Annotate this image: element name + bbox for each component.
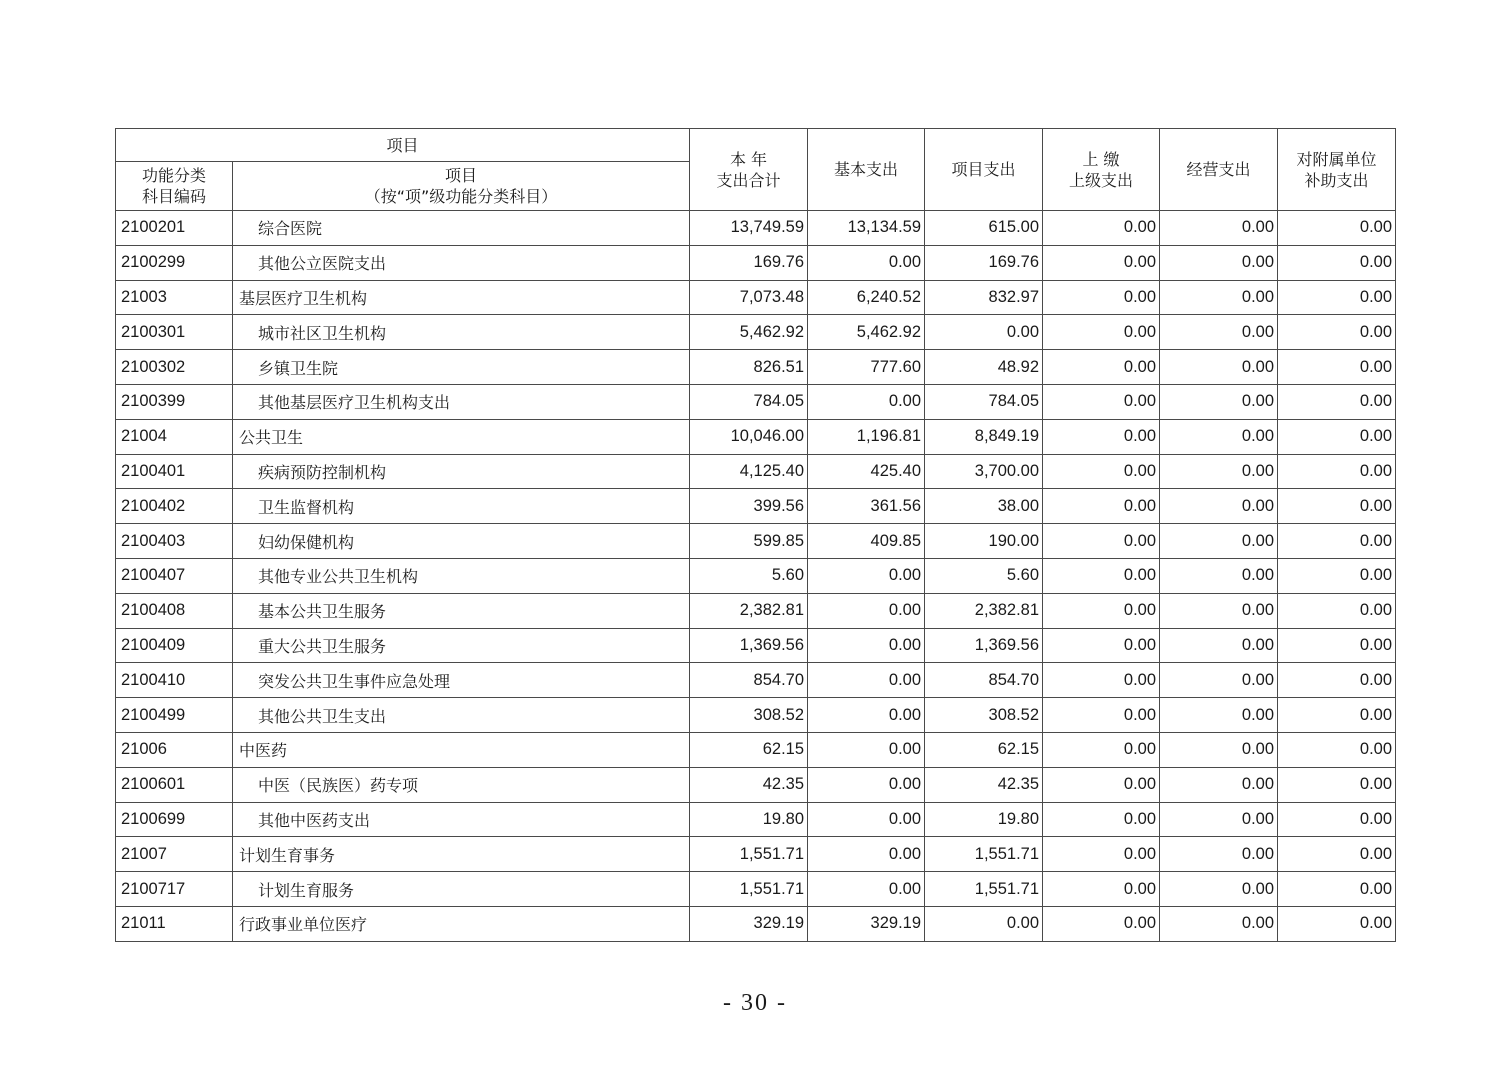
cell-total: 19.80: [690, 802, 808, 837]
cell-name: 基层医疗卫生机构: [233, 280, 690, 315]
cell-name: 其他基层医疗卫生机构支出: [233, 384, 690, 419]
cell-business: 0.00: [1160, 211, 1278, 246]
cell-basic: 13,134.59: [808, 211, 925, 246]
cell-basic: 329.19: [808, 906, 925, 941]
table-row: [116, 732, 1396, 767]
cell-total: 5,462.92: [690, 315, 808, 350]
cell-code: 2100401: [116, 454, 233, 489]
cell-subsidy: 0.00: [1278, 384, 1396, 419]
cell-project: 19.80: [925, 802, 1043, 837]
table-row: [116, 315, 1396, 350]
cell-subsidy: 0.00: [1278, 663, 1396, 698]
budget-expenditure-table: [115, 128, 1396, 942]
cell-remit: 0.00: [1043, 837, 1160, 872]
cell-subsidy: 0.00: [1278, 767, 1396, 802]
cell-code: 2100408: [116, 593, 233, 628]
cell-name: 其他公立医院支出: [233, 245, 690, 280]
cell-basic: 0.00: [808, 698, 925, 733]
cell-remit: 0.00: [1043, 593, 1160, 628]
cell-basic: 0.00: [808, 872, 925, 907]
cell-subsidy: 0.00: [1278, 211, 1396, 246]
cell-total: 62.15: [690, 732, 808, 767]
cell-remit: 0.00: [1043, 454, 1160, 489]
cell-total: 784.05: [690, 384, 808, 419]
cell-code: 21011: [116, 906, 233, 941]
cell-business: 0.00: [1160, 558, 1278, 593]
cell-code: 2100717: [116, 872, 233, 907]
cell-name: 突发公共卫生事件应急处理: [233, 663, 690, 698]
cell-total: 13,749.59: [690, 211, 808, 246]
table-row: [116, 767, 1396, 802]
cell-business: 0.00: [1160, 732, 1278, 767]
cell-total: 169.76: [690, 245, 808, 280]
cell-subsidy: 0.00: [1278, 837, 1396, 872]
cell-business: 0.00: [1160, 906, 1278, 941]
cell-remit: 0.00: [1043, 245, 1160, 280]
cell-remit: 0.00: [1043, 489, 1160, 524]
cell-basic: 6,240.52: [808, 280, 925, 315]
cell-business: 0.00: [1160, 593, 1278, 628]
cell-remit: 0.00: [1043, 280, 1160, 315]
cell-remit: 0.00: [1043, 524, 1160, 559]
cell-basic: 0.00: [808, 245, 925, 280]
cell-subsidy: 0.00: [1278, 350, 1396, 385]
cell-business: 0.00: [1160, 663, 1278, 698]
table-row: [116, 211, 1396, 246]
cell-subsidy: 0.00: [1278, 802, 1396, 837]
cell-code: 21003: [116, 280, 233, 315]
cell-remit: 0.00: [1043, 663, 1160, 698]
cell-remit: 0.00: [1043, 211, 1160, 246]
cell-remit: 0.00: [1043, 767, 1160, 802]
cell-code: 2100407: [116, 558, 233, 593]
cell-basic: 361.56: [808, 489, 925, 524]
table-row: [116, 698, 1396, 733]
header-project-group: 项目: [116, 129, 690, 162]
cell-code: 2100301: [116, 315, 233, 350]
header-remit-line1: 上 缴: [1082, 149, 1120, 169]
header-remit: [1043, 129, 1160, 211]
header-basic: 基本支出: [808, 129, 925, 211]
cell-basic: 1,196.81: [808, 419, 925, 454]
cell-subsidy: 0.00: [1278, 698, 1396, 733]
cell-remit: 0.00: [1043, 628, 1160, 663]
table-body: [116, 211, 1396, 942]
cell-business: 0.00: [1160, 524, 1278, 559]
cell-project: 3,700.00: [925, 454, 1043, 489]
cell-basic: 0.00: [808, 663, 925, 698]
table-row: [116, 419, 1396, 454]
table-row: [116, 802, 1396, 837]
header-total-line1: 本 年: [729, 149, 768, 169]
cell-code: 21004: [116, 419, 233, 454]
header-project: 项目支出: [925, 129, 1043, 211]
cell-project: 1,551.71: [925, 837, 1043, 872]
cell-subsidy: 0.00: [1278, 489, 1396, 524]
cell-remit: 0.00: [1043, 315, 1160, 350]
cell-total: 1,551.71: [690, 872, 808, 907]
cell-total: 5.60: [690, 558, 808, 593]
cell-business: 0.00: [1160, 454, 1278, 489]
cell-business: 0.00: [1160, 315, 1278, 350]
header-business: 经营支出: [1160, 129, 1278, 211]
cell-project: 5.60: [925, 558, 1043, 593]
cell-name: 乡镇卫生院: [233, 350, 690, 385]
cell-code: 2100299: [116, 245, 233, 280]
table-row: [116, 489, 1396, 524]
table-row: [116, 628, 1396, 663]
cell-subsidy: 0.00: [1278, 245, 1396, 280]
cell-basic: 409.85: [808, 524, 925, 559]
cell-project: 62.15: [925, 732, 1043, 767]
cell-total: 308.52: [690, 698, 808, 733]
header-subsidy: [1278, 129, 1396, 211]
cell-name: 公共卫生: [233, 419, 690, 454]
cell-name: 重大公共卫生服务: [233, 628, 690, 663]
header-name: [233, 162, 690, 211]
cell-basic: 0.00: [808, 802, 925, 837]
table-row: [116, 245, 1396, 280]
cell-business: 0.00: [1160, 628, 1278, 663]
cell-total: 10,046.00: [690, 419, 808, 454]
cell-project: 48.92: [925, 350, 1043, 385]
cell-code: 21006: [116, 732, 233, 767]
cell-total: 1,369.56: [690, 628, 808, 663]
cell-subsidy: 0.00: [1278, 280, 1396, 315]
cell-remit: 0.00: [1043, 384, 1160, 419]
header-remit-line2: 上级支出: [1069, 170, 1134, 190]
cell-name: 中医药: [233, 732, 690, 767]
table-row: [116, 837, 1396, 872]
cell-total: 854.70: [690, 663, 808, 698]
table-row: [116, 524, 1396, 559]
cell-code: 2100499: [116, 698, 233, 733]
cell-business: 0.00: [1160, 767, 1278, 802]
cell-total: 4,125.40: [690, 454, 808, 489]
cell-total: 2,382.81: [690, 593, 808, 628]
cell-project: 169.76: [925, 245, 1043, 280]
cell-project: 0.00: [925, 906, 1043, 941]
cell-name: 城市社区卫生机构: [233, 315, 690, 350]
cell-remit: 0.00: [1043, 419, 1160, 454]
cell-total: 599.85: [690, 524, 808, 559]
cell-business: 0.00: [1160, 384, 1278, 419]
cell-project: 1,369.56: [925, 628, 1043, 663]
cell-subsidy: 0.00: [1278, 906, 1396, 941]
cell-total: 399.56: [690, 489, 808, 524]
cell-business: 0.00: [1160, 698, 1278, 733]
cell-name: 妇幼保健机构: [233, 524, 690, 559]
cell-project: 308.52: [925, 698, 1043, 733]
cell-total: 1,551.71: [690, 837, 808, 872]
cell-basic: 425.40: [808, 454, 925, 489]
cell-business: 0.00: [1160, 489, 1278, 524]
cell-remit: 0.00: [1043, 732, 1160, 767]
cell-name: 其他专业公共卫生机构: [233, 558, 690, 593]
cell-subsidy: 0.00: [1278, 524, 1396, 559]
cell-business: 0.00: [1160, 350, 1278, 385]
cell-remit: 0.00: [1043, 350, 1160, 385]
cell-code: 2100402: [116, 489, 233, 524]
cell-basic: 0.00: [808, 593, 925, 628]
cell-remit: 0.00: [1043, 698, 1160, 733]
page-number: - 30 -: [723, 990, 787, 1016]
cell-name: 综合医院: [233, 211, 690, 246]
cell-total: 329.19: [690, 906, 808, 941]
cell-code: 2100409: [116, 628, 233, 663]
table-row: [116, 384, 1396, 419]
header-name-line2: （按“项”级功能分类科目）: [364, 187, 558, 206]
cell-remit: 0.00: [1043, 906, 1160, 941]
cell-basic: 0.00: [808, 732, 925, 767]
table-row: [116, 906, 1396, 941]
cell-basic: 0.00: [808, 837, 925, 872]
cell-subsidy: 0.00: [1278, 558, 1396, 593]
cell-business: 0.00: [1160, 872, 1278, 907]
cell-subsidy: 0.00: [1278, 872, 1396, 907]
cell-basic: 0.00: [808, 767, 925, 802]
cell-remit: 0.00: [1043, 558, 1160, 593]
cell-business: 0.00: [1160, 419, 1278, 454]
cell-remit: 0.00: [1043, 802, 1160, 837]
cell-name: 其他中医药支出: [233, 802, 690, 837]
cell-name: 计划生育服务: [233, 872, 690, 907]
cell-remit: 0.00: [1043, 872, 1160, 907]
header-subsidy-line2: 补助支出: [1304, 170, 1369, 190]
cell-code: 2100403: [116, 524, 233, 559]
cell-code: 21007: [116, 837, 233, 872]
cell-total: 7,073.48: [690, 280, 808, 315]
cell-name: 中医（民族医）药专项: [233, 767, 690, 802]
cell-code: 2100302: [116, 350, 233, 385]
cell-basic: 0.00: [808, 384, 925, 419]
cell-project: 832.97: [925, 280, 1043, 315]
table-row: [116, 558, 1396, 593]
cell-code: 2100201: [116, 211, 233, 246]
cell-basic: 5,462.92: [808, 315, 925, 350]
cell-project: 0.00: [925, 315, 1043, 350]
table-row: [116, 280, 1396, 315]
table-row: [116, 350, 1396, 385]
cell-name: 行政事业单位医疗: [233, 906, 690, 941]
cell-name: 计划生育事务: [233, 837, 690, 872]
cell-project: 1,551.71: [925, 872, 1043, 907]
cell-subsidy: 0.00: [1278, 593, 1396, 628]
cell-total: 42.35: [690, 767, 808, 802]
cell-subsidy: 0.00: [1278, 419, 1396, 454]
cell-basic: 777.60: [808, 350, 925, 385]
header-total-line2: 支出合计: [716, 170, 781, 190]
cell-project: 42.35: [925, 767, 1043, 802]
header-subsidy-line1: 对附属单位: [1296, 149, 1377, 169]
cell-basic: 0.00: [808, 628, 925, 663]
cell-business: 0.00: [1160, 245, 1278, 280]
cell-project: 2,382.81: [925, 593, 1043, 628]
cell-project: 8,849.19: [925, 419, 1043, 454]
header-code-line1: 功能分类: [141, 166, 206, 185]
cell-subsidy: 0.00: [1278, 454, 1396, 489]
cell-basic: 0.00: [808, 558, 925, 593]
cell-business: 0.00: [1160, 802, 1278, 837]
cell-name: 卫生监督机构: [233, 489, 690, 524]
header-total: [690, 129, 808, 211]
cell-project: 784.05: [925, 384, 1043, 419]
cell-code: 2100399: [116, 384, 233, 419]
cell-name: 疾病预防控制机构: [233, 454, 690, 489]
header-code-line2: 科目编码: [141, 187, 206, 206]
table-row: [116, 663, 1396, 698]
cell-project: 190.00: [925, 524, 1043, 559]
cell-subsidy: 0.00: [1278, 315, 1396, 350]
cell-business: 0.00: [1160, 280, 1278, 315]
cell-subsidy: 0.00: [1278, 628, 1396, 663]
header-code: [116, 162, 233, 211]
cell-name: 其他公共卫生支出: [233, 698, 690, 733]
cell-code: 2100601: [116, 767, 233, 802]
table-row: [116, 454, 1396, 489]
cell-project: 854.70: [925, 663, 1043, 698]
cell-total: 826.51: [690, 350, 808, 385]
header-name-line1: 项目: [445, 166, 478, 185]
cell-code: 2100410: [116, 663, 233, 698]
cell-business: 0.00: [1160, 837, 1278, 872]
cell-project: 615.00: [925, 211, 1043, 246]
cell-project: 38.00: [925, 489, 1043, 524]
cell-subsidy: 0.00: [1278, 732, 1396, 767]
table-row: [116, 872, 1396, 907]
cell-name: 基本公共卫生服务: [233, 593, 690, 628]
cell-code: 2100699: [116, 802, 233, 837]
table-row: [116, 593, 1396, 628]
